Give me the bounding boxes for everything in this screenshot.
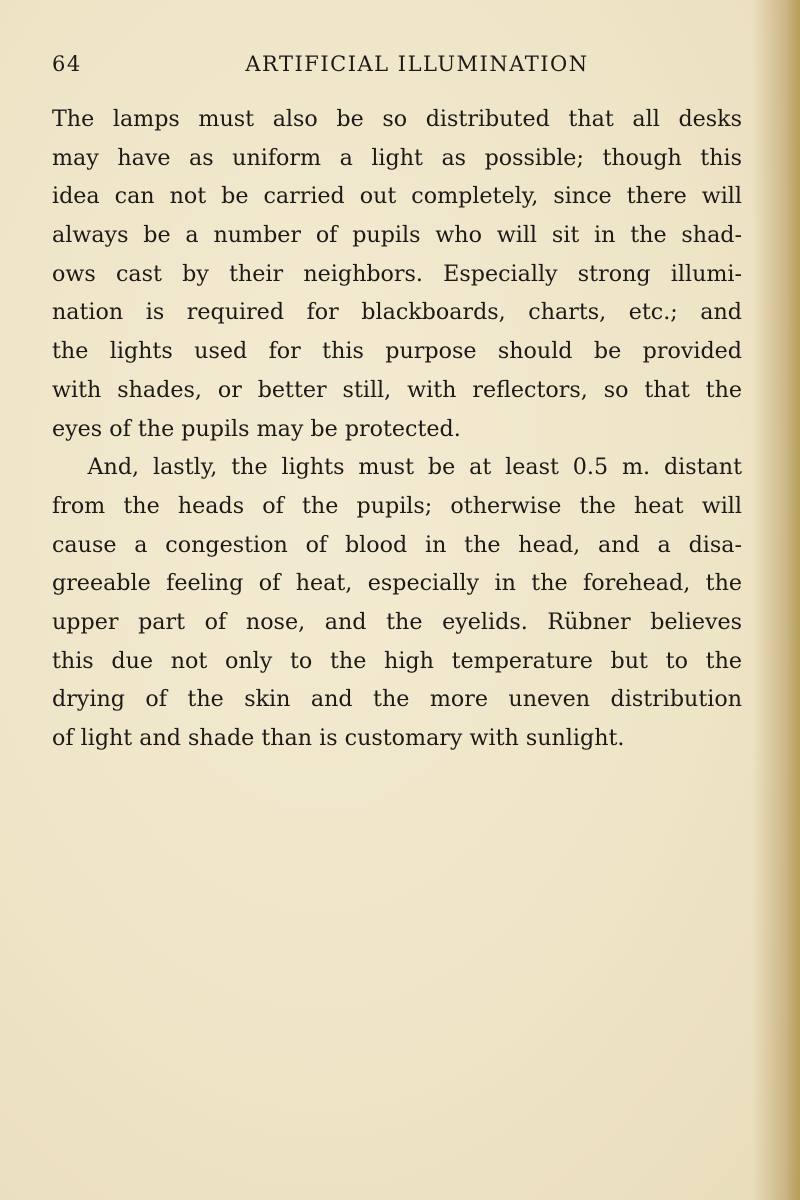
text-line: this due not only to the high temperature but to the	[52, 647, 742, 674]
text-line: drying of the skin and the more uneven distribution	[52, 686, 742, 713]
text-line: greeable feeling of heat, especially in the forehead, the	[52, 570, 742, 597]
body-text	[52, 100, 742, 758]
page-edge	[786, 0, 800, 1200]
text-line: idea can not be carried out completely, since there will	[52, 183, 742, 210]
text-line: the lights used for this purpose should be provided	[52, 338, 742, 365]
running-title: ARTIFICIAL ILLUMINATION	[245, 52, 589, 76]
text-line: eyes of the pupils may be protected.	[52, 415, 461, 442]
text-line: from the heads of the pupils; otherwise the heat will	[52, 492, 742, 519]
text-line: with shades, or better still, with reflectors, so that the	[52, 376, 742, 403]
text-line: always be a number of pupils who will sit in the shad-	[52, 222, 742, 249]
text-line: ows cast by their neighbors. Especially strong illumi-	[52, 260, 742, 287]
text-line: nation is required for blackboards, charts, etc.; and	[52, 299, 742, 326]
text-line: may have as uniform a light as possible; though this	[52, 144, 742, 171]
text-line: of light and shade than is customary with sunlight.	[52, 725, 625, 751]
running-head	[52, 52, 742, 86]
page-number: 64	[52, 52, 82, 76]
text-line: cause a congestion of blood in the head, and a disa-	[52, 531, 742, 558]
text-line: And, lastly, the lights must be at least 0.5 m. distant	[87, 454, 742, 481]
text-line: upper part of nose, and the eyelids. Rübner believes	[52, 608, 742, 635]
text-line: The lamps must also be so distributed that all desks	[52, 106, 742, 132]
